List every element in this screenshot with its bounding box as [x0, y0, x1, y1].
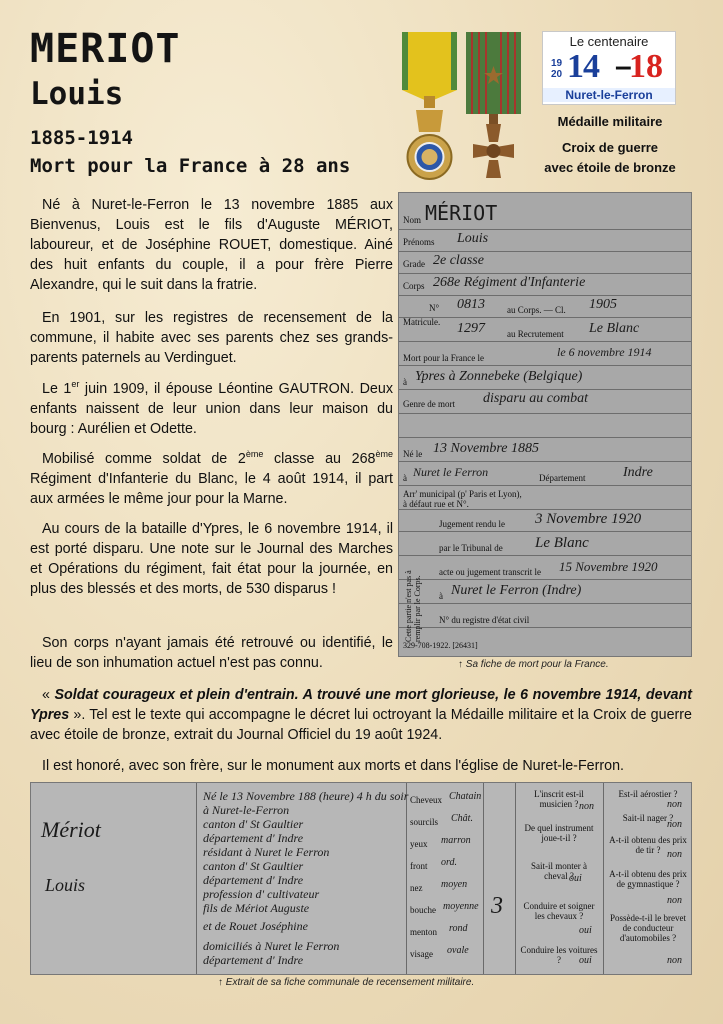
census-label-bouche: bouche [410, 905, 436, 915]
fiche-dept-value: Indre [623, 465, 653, 480]
fiche-label-no: N° [429, 303, 440, 313]
census-tir-rep: non [667, 849, 682, 860]
fiche-label-registre: N° du registre d'état civil [439, 615, 530, 625]
fiche-label-corps: Corps [403, 281, 425, 291]
fiche-tribunal-value: Le Blanc [535, 535, 589, 551]
census-label-menton: menton [410, 927, 437, 937]
death-summary: Mort pour la France à 28 ans [30, 155, 351, 177]
census-instr-rep: non [579, 801, 594, 812]
paragraph-marriage [30, 379, 393, 439]
marriage-text-b: juin 1909, il épouse Léontine GAUTRON. Deux enfants naissent de leur union dans leur maison du bourg : Aurélien et Odette. [30, 381, 393, 437]
census-label-aero: Est-il aérostier ? [618, 789, 678, 799]
fiche-recrut-value: Le Blanc [589, 321, 640, 336]
fiche-label-prenoms: Prénoms [403, 237, 435, 247]
paragraph-burial: Son corps n'ayant jamais été retrouvé ou identifié, le lieu de son inhumation actuel n'est pas connu. [30, 635, 393, 671]
census-row-1: Né le 13 Novembre 188 (heure) 4 h du soir [203, 789, 409, 803]
citation-rest: ». Tel est le texte qui accompagne le décret lui octroyant la Médaille militaire et la Croix de guerre avec étoile de bronze, extrait du Journal Officiel du 19 août 1924. [30, 707, 692, 743]
census-row-8: profession d' cultivateur [203, 887, 320, 901]
fiche-side-note: Cette partie n'est pas à remplir par le Corps. [404, 570, 422, 642]
census-label-conduire-chev: Conduire et soigner les chevaux ? [523, 901, 595, 921]
fiche-label-jugement: Jugement rendu le [439, 519, 505, 529]
fiche-label-recrutement: au Recrutement [507, 329, 564, 339]
census-row-5: résidant à Nuret le Ferron [203, 845, 330, 859]
census-prenom: Louis [45, 875, 86, 895]
census-nez: moyen [441, 879, 468, 890]
fiche-label-departement: Département [539, 473, 586, 483]
census-aero-rep: non [667, 799, 682, 810]
fiche-label-nom: Nom [403, 215, 421, 225]
citation-open: « [42, 687, 55, 703]
paragraph-mobilisation [30, 449, 393, 509]
logo-18: 18 [629, 48, 663, 85]
mobil-sup-1: ème [245, 449, 264, 460]
mobil-text-c: Régiment d'Infanterie du Blanc, le 4 août 1914, il part aux armées le même jour pour la Marne. [30, 471, 393, 507]
fiche-genre-value: disparu au combat [483, 391, 588, 406]
logo-centenaire-text: Le centenaire [569, 34, 649, 49]
census-cheveux: Chatain [449, 791, 482, 802]
medal-caption-militaire: Médaille militaire [557, 114, 663, 129]
census-nom: Mériot [41, 817, 101, 842]
fiche-label-ne: Né le [403, 449, 423, 459]
census-label-cheveux: Cheveux [410, 795, 442, 805]
fiche-label-acte: acte ou jugement transcrit le [439, 567, 541, 577]
census-label-brevet: Possède-t-il le brevet de conducteur d'automobiles ? [610, 913, 686, 943]
census-row-3: canton d' St Gaultier [203, 817, 304, 831]
paragraph-census: En 1901, sur les registres de recensement de la commune, il habite avec ses parents chez ses grands-parents paternels au Verdinguet. [30, 310, 393, 366]
death-record-card [398, 192, 692, 657]
fiche-label-a: à [403, 377, 407, 387]
medal-caption-etoile: avec étoile de bronze [544, 160, 676, 175]
census-label-conduire-voit: Conduire les voitures ? [520, 945, 598, 965]
fiche-lieu-value: Ypres à Zonnebeke (Belgique) [415, 369, 583, 384]
census-chiffre: 3 [491, 893, 503, 919]
census-brevet-rep: non [667, 955, 682, 966]
fiche-grade-value: 2e classe [433, 253, 484, 268]
logo-years-small [551, 58, 562, 80]
marriage-sup: er [71, 379, 80, 390]
fiche-num-value: 0813 [457, 297, 485, 312]
census-visage: ovale [447, 945, 469, 956]
fiche-label-grade: Grade [403, 259, 425, 269]
fiche-jugement-date: 3 Novembre 1920 [535, 511, 642, 527]
marriage-text-a: Le 1 [42, 381, 72, 397]
fiche-label-mort: Mort pour la France le [403, 353, 484, 363]
census-label-sourcils: sourcils [410, 817, 438, 827]
census-menton: rond [449, 923, 468, 934]
fiche-corps-value: 268e Régiment d'Infanterie [433, 275, 586, 290]
citation-quote: Soldat courageux et plein d'entrain. A trouvé une mort glorieuse, le 6 novembre 1914, devant Ypres [30, 687, 692, 723]
fiche-label-a3: à [439, 591, 443, 601]
census-row-10: et de Rouet Joséphine [203, 919, 308, 933]
paragraph-citation [30, 685, 692, 745]
fiche-label-a2: à [403, 473, 407, 483]
logo-place: Nuret-le-Ferron [543, 88, 675, 102]
census-label-gym: A-t-il obtenu des prix de gymnastique ? [609, 869, 687, 889]
paragraph-birth: Né à Nuret-le-Ferron le 13 novembre 1885 aux Bienvenus, Louis est le fils d'Auguste MÉRIOT, laboureur, et de Joséphine ROUET, domestique. Ainé des huit enfants du couple, il a pour frère Pierre Alexandre, qui le suit dans la fratrie. [30, 197, 393, 293]
census-label-front: front [410, 861, 428, 871]
fiche-ne-date: 13 Novembre 1885 [433, 441, 540, 456]
paragraph-ypres: Au cours de la bataille d'Ypres, le 6 novembre 1914, il est porté disparu. Une note sur le Journal des Marches et Opérations du régiment, fait état pour la journée, en plus des blessés et des morts, de 530 disparus ! [30, 521, 393, 597]
logo-14: 14 [567, 48, 599, 85]
fiche-label-tribunal: par le Tribunal de [439, 543, 503, 553]
fiche-footer: 329-708-1922. [26431] [403, 641, 478, 650]
centenaire-logo [542, 31, 676, 105]
medaille-militaire-icon [402, 32, 457, 182]
census-conduire-voit-rep: oui [579, 955, 592, 966]
fiche-label-genre: Genre de mort [403, 399, 455, 409]
census-row-11: domiciliés à Nuret le Ferron [203, 939, 340, 953]
logo-dash: – [615, 50, 632, 83]
logo-year-20: 20 [551, 69, 563, 80]
fiche-classe-value: 1905 [589, 297, 617, 312]
fiche-label-au-corps: au Corps. — Cl. [507, 305, 566, 315]
census-gym-rep: non [667, 895, 682, 906]
census-front: ord. [441, 857, 458, 868]
census-label-musicien: L'inscrit est-il musicien ? [534, 789, 584, 809]
census-label-nager: Sait-il nager ? [622, 813, 674, 823]
fiche-transcrit-lieu: Nuret le Ferron (Indre) [451, 583, 582, 598]
census-row-12: département d' Indre [203, 953, 304, 967]
census-monter-rep: oui [569, 873, 582, 884]
croix-de-guerre-icon [466, 32, 521, 182]
census-label-monter: Sait-il monter à cheval ? [531, 861, 587, 881]
logo-year-19: 19 [551, 58, 563, 69]
census-row-6: canton d' St Gaultier [203, 859, 304, 873]
person-first-name: Louis [30, 76, 124, 112]
census-sourcils: Chât. [451, 813, 473, 824]
person-last-name: MERIOT [30, 26, 181, 72]
fiche-caption: ↑ Sa fiche de mort pour la France. [458, 659, 609, 670]
census-caption: ↑ Extrait de sa fiche communale de recensement militaire. [218, 977, 475, 988]
census-row-7: département d' Indre [203, 873, 304, 887]
census-row-4: département d' Indre [203, 831, 304, 845]
census-label-nez: nez [410, 883, 423, 893]
census-bouche: moyenne [443, 901, 479, 912]
census-nager-rep: non [667, 819, 682, 830]
census-label-yeux: yeux [410, 839, 428, 849]
census-label-tir: A-t-il obtenu des prix de tir ? [609, 835, 687, 855]
census-label-visage: visage [410, 949, 433, 959]
census-row-9: fils de Mériot Auguste [203, 901, 310, 915]
fiche-label-matricule: Matricule. [403, 317, 441, 327]
mobil-text-a: Mobilisé comme soldat de 2 [42, 451, 246, 467]
fiche-label-defaut: à défaut rue et N°. [403, 499, 469, 509]
medal-caption-croix: Croix de guerre [561, 140, 659, 155]
mobil-text-b: classe au 268 [263, 451, 376, 467]
paragraph-monument: Il est honoré, avec son frère, sur le monument aux morts et dans l'église de Nuret-le-Ferron. [42, 758, 625, 774]
life-dates: 1885-1914 [30, 127, 133, 149]
mobil-sup-2: ème [375, 449, 393, 460]
census-label-instrument: De quel instrument joue-t-il ? [524, 823, 594, 843]
census-yeux: marron [441, 835, 471, 846]
fiche-mort-date: le 6 novembre 1914 [557, 345, 652, 359]
fiche-ne-lieu: Nuret le Ferron [413, 465, 489, 479]
fiche-label-arr: Arr' municipal (p' Paris et Lyon), [403, 489, 522, 499]
fiche-mat-value: 1297 [457, 321, 485, 336]
fiche-transcrit-date: 15 Novembre 1920 [559, 559, 658, 574]
census-record [30, 782, 692, 975]
fiche-prenom-value: Louis [457, 231, 489, 246]
census-conduire-chev-rep: oui [579, 925, 592, 936]
fiche-nom-value: MÉRIOT [425, 201, 498, 225]
census-row-2: à Nuret-le-Ferron [203, 803, 290, 817]
